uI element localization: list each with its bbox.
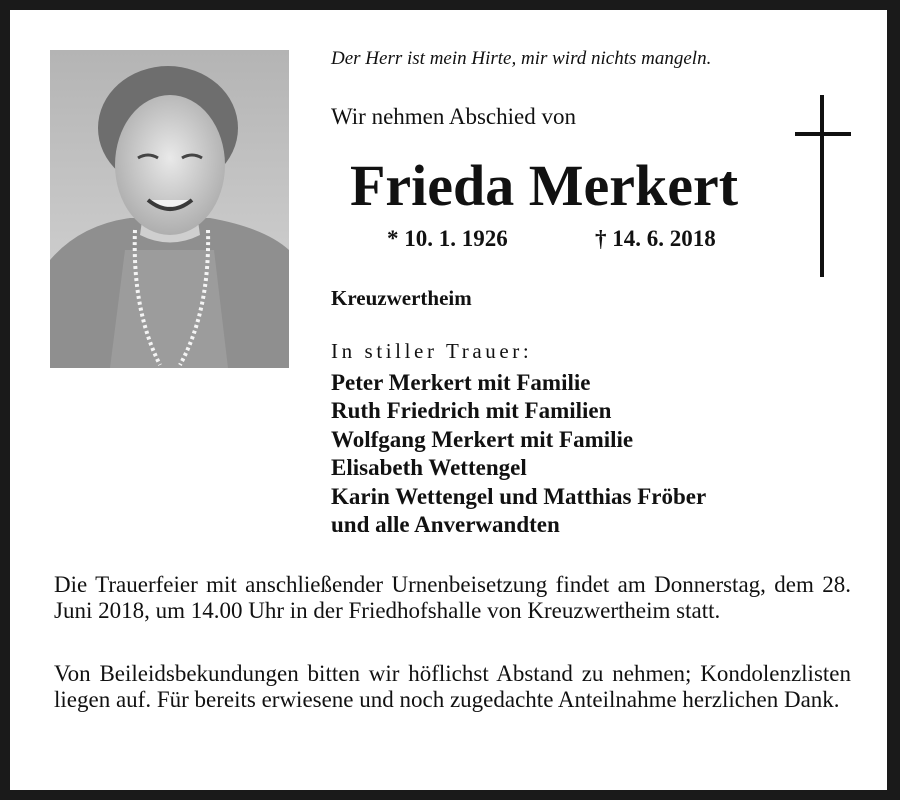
condolence-info: Von Beileidsbekundungen bitten wir höflichst Abstand zu nehmen; Kondolenzlisten liegen auf. Für bereits erwiesene und noch zugedachte Anteilnahme herzlichen Dank. [54,661,851,712]
mourner-item: Peter Merkert mit Familie [331,370,591,395]
cross-icon [795,95,851,277]
obituary-notice [10,10,887,790]
verse-quote: Der Herr ist mein Hirte, mir wird nichts mangeln. [331,48,712,69]
farewell-line: Wir nehmen Abschied von [331,104,576,129]
portrait-illustration [50,50,289,368]
deceased-name: Frieda Merkert [350,153,739,218]
place-name: Kreuzwertheim [331,286,472,310]
death-date: † 14. 6. 2018 [595,226,716,251]
mourner-item: Ruth Friedrich mit Familien [331,398,612,424]
portrait-photo [50,50,289,368]
funeral-info: Die Trauerfeier mit anschließender Urnenbeisetzung findet am Donnerstag, dem 28. Juni 2018, um 14.00 Uhr in der Friedhofshalle von Kreuzwertheim statt. [54,572,851,623]
mourner-item: Karin Wettengel und Matthias Fröber [331,483,707,509]
mourner-item: und alle Anverwandten [331,512,560,538]
mourning-heading: In stiller Trauer: [331,339,533,363]
mourners-list [331,369,706,539]
birth-date: * 10. 1. 1926 [387,226,508,251]
mourner-item: Wolfgang Merkert mit Familie [331,426,634,452]
mourner-item: Elisabeth Wettengel [331,455,527,481]
